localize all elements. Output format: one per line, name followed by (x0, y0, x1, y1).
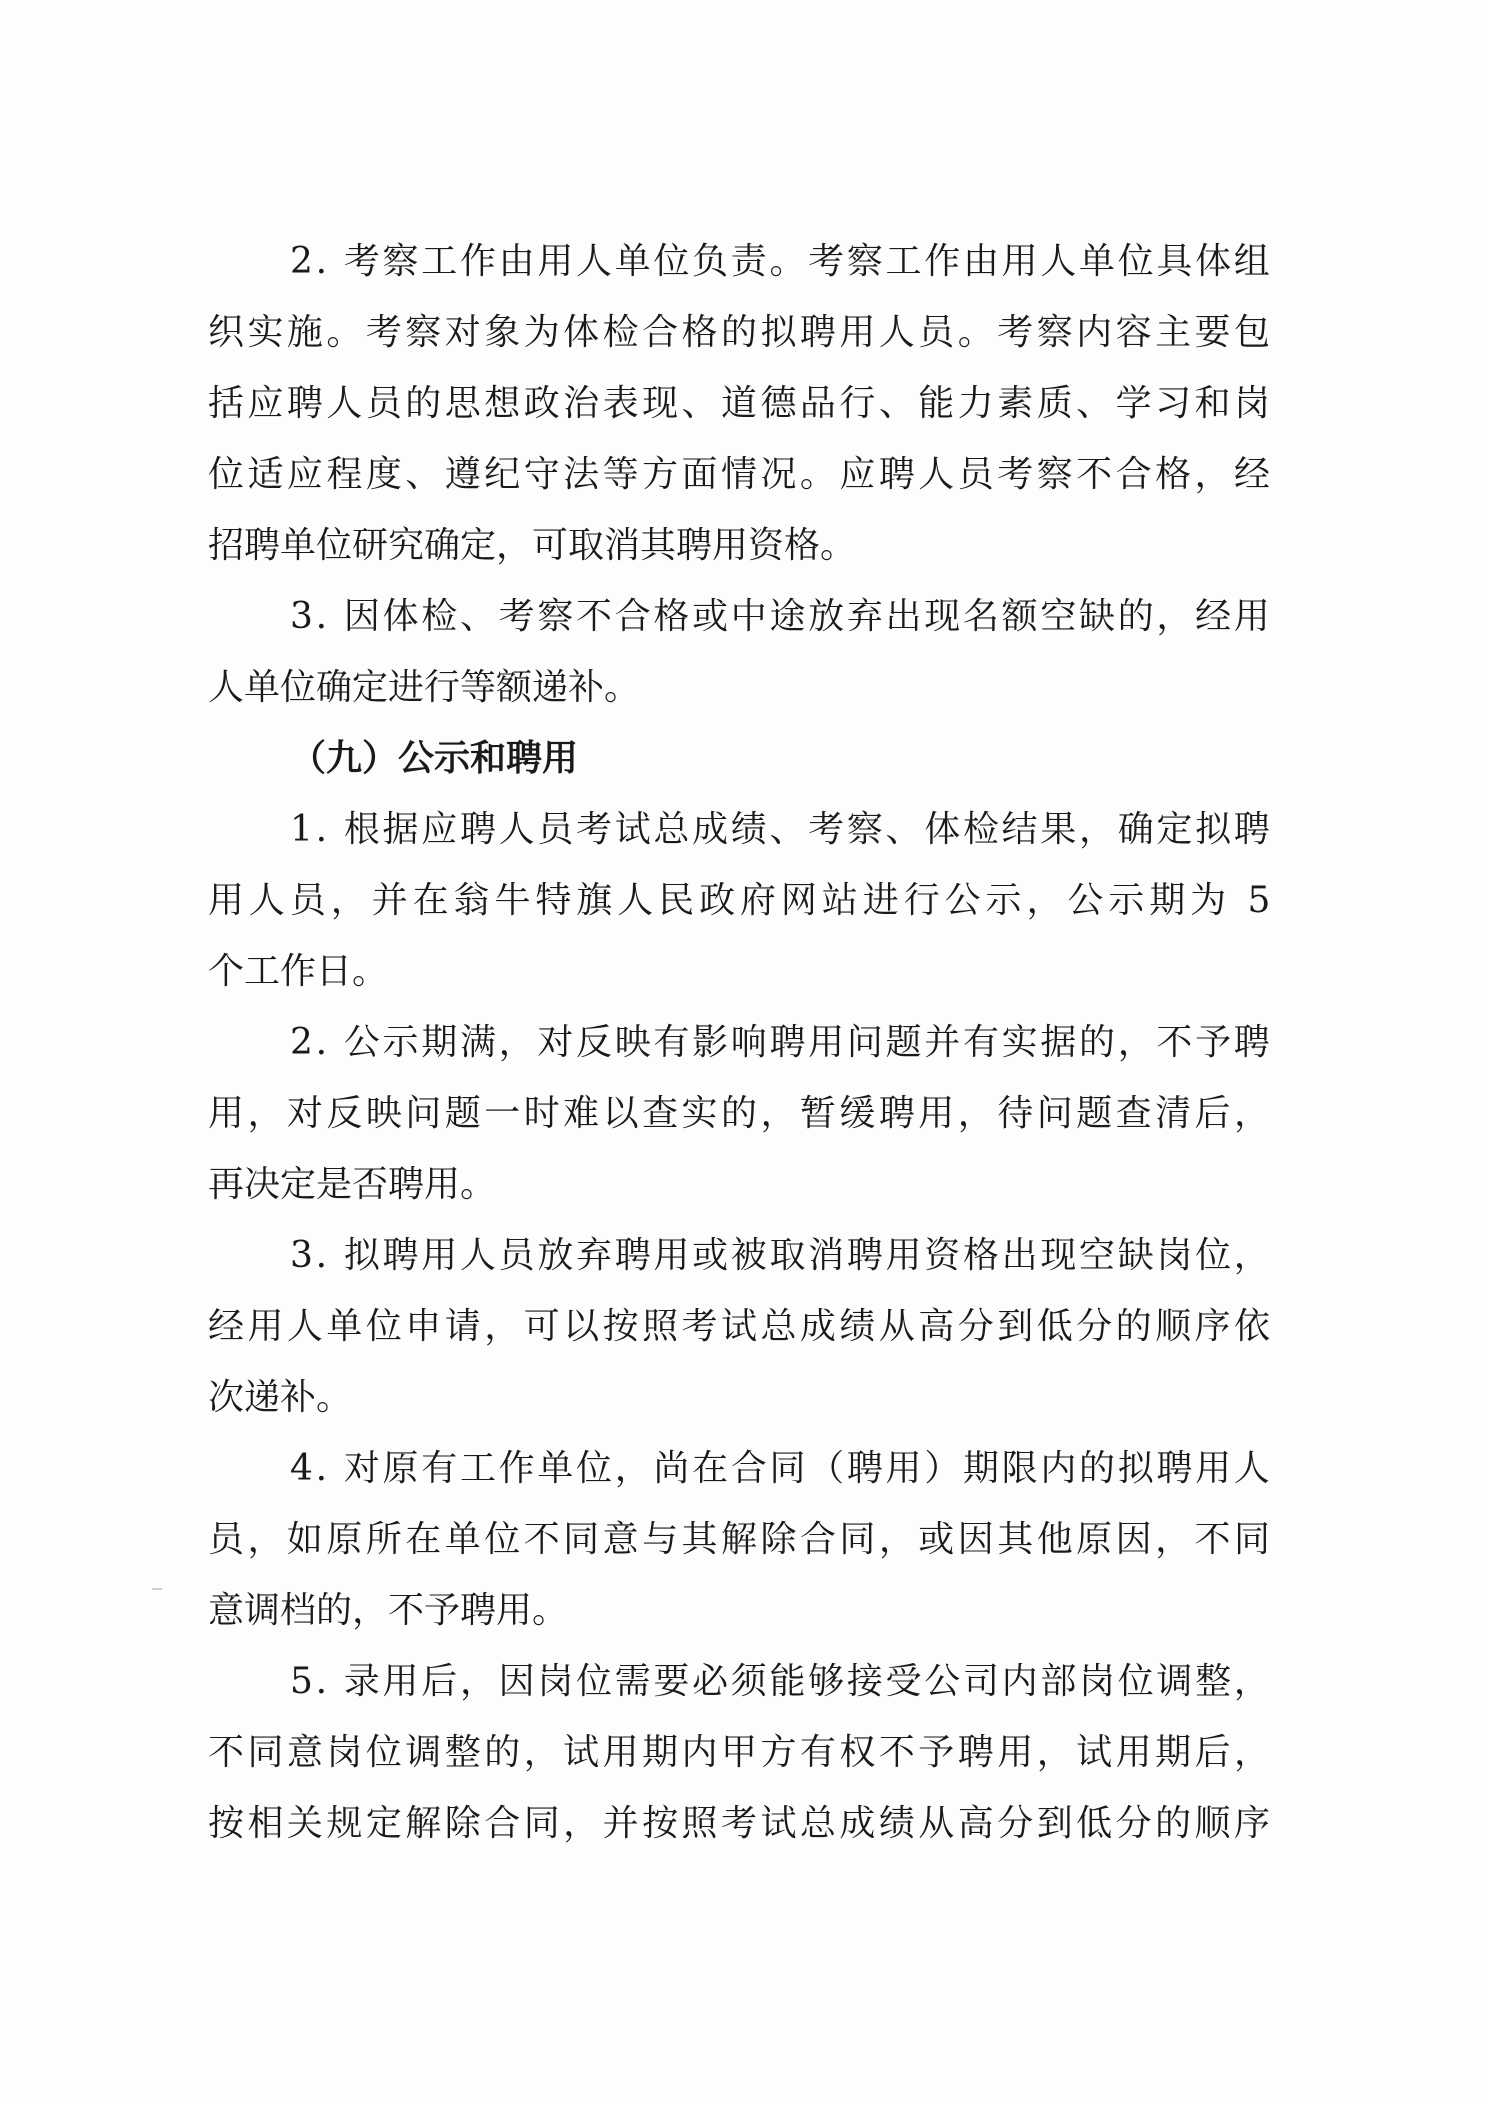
text-line: 人单位确定进行等额递补。 (208, 667, 641, 708)
text-line: 2. 考察工作由用人单位负责。考察工作由用人单位具体组 (290, 241, 1273, 282)
text-line: 个工作日。 (208, 951, 389, 992)
text-line: 招聘单位研究确定，可取消其聘用资格。 (208, 525, 857, 566)
text-line: 3. 拟聘用人员放弃聘用或被取消聘用资格出现空缺岗位， (290, 1235, 1273, 1276)
text-line: 织实施。考察对象为体检合格的拟聘用人员。考察内容主要包 (208, 312, 1274, 353)
text-line: 括应聘人员的思想政治表现、道德品行、能力素质、学习和岗 (208, 383, 1274, 424)
text-line: 3. 因体检、考察不合格或中途放弃出现名额空缺的，经用 (290, 596, 1273, 637)
text-line: 次递补。 (208, 1377, 353, 1418)
text-line: 意调档的，不予聘用。 (208, 1590, 569, 1631)
text-line: 按相关规定解除合同，并按照考试总成绩从高分到低分的顺序 (208, 1803, 1274, 1844)
text-line: 员，如原所在单位不同意与其解除合同，或因其他原因，不同 (208, 1519, 1274, 1560)
text-line: 经用人单位申请，可以按照考试总成绩从高分到低分的顺序依 (208, 1306, 1274, 1347)
text-line: 用，对反映问题一时难以查实的，暂缓聘用，待问题查清后， (208, 1093, 1274, 1134)
text-line: 5. 录用后，因岗位需要必须能够接受公司内部岗位调整， (290, 1661, 1273, 1702)
text-line: 用人员，并在翁牛特旗人民政府网站进行公示，公示期为 5 (208, 880, 1276, 921)
text-line: 不同意岗位调整的，试用期内甲方有权不予聘用，试用期后， (208, 1732, 1274, 1773)
text-line: 再决定是否聘用。 (208, 1164, 497, 1205)
section-heading: （九）公示和聘用 (290, 738, 579, 779)
text-line: 2. 公示期满，对反映有影响聘用问题并有实据的，不予聘 (290, 1022, 1273, 1063)
text-line: 4. 对原有工作单位，尚在合同（聘用）期限内的拟聘用人 (290, 1448, 1273, 1489)
text-line: 1. 根据应聘人员考试总成绩、考察、体检结果，确定拟聘 (290, 809, 1273, 850)
text-line: 位适应程度、遵纪守法等方面情况。应聘人员考察不合格，经 (208, 454, 1274, 495)
scan-mark (152, 1588, 162, 1590)
